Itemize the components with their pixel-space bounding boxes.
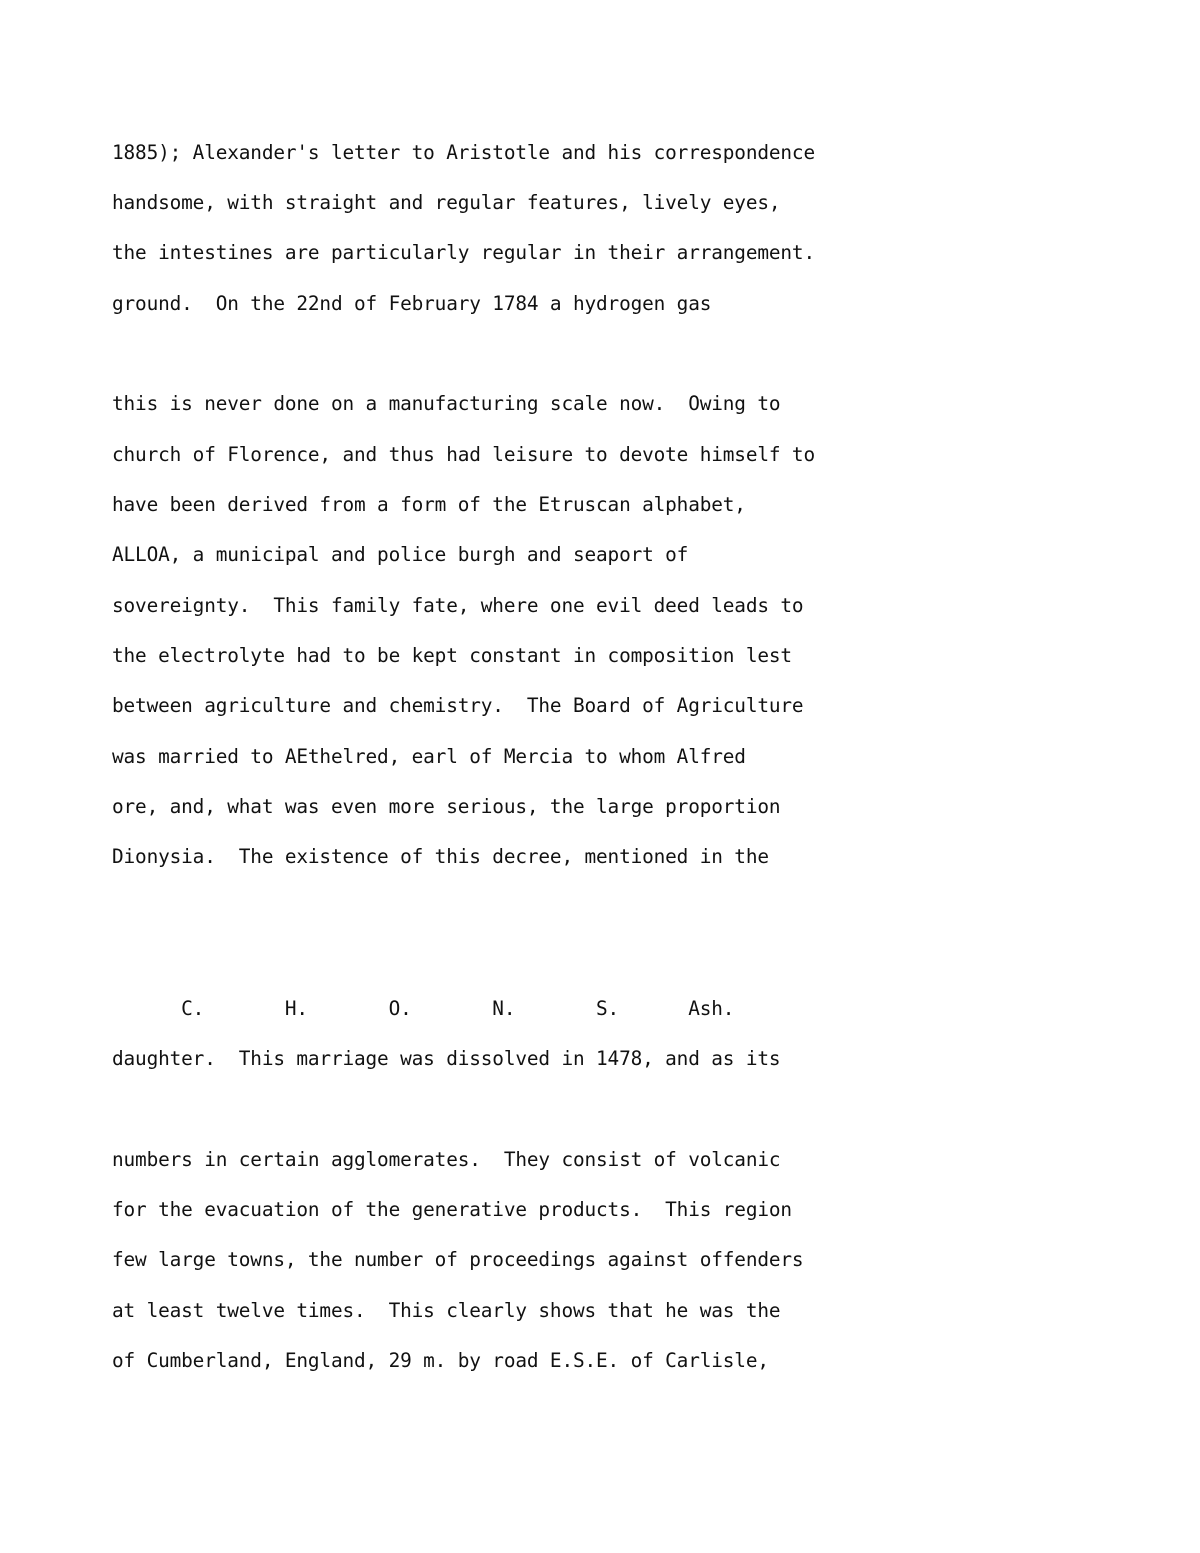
text-line: ore, and, what was even more serious, the large proportion [112, 795, 781, 818]
text-line: the electrolyte had to be kept constant in composition lest [112, 644, 792, 667]
text-line: at least twelve times. This clearly shows that he was the [112, 1299, 781, 1322]
text-line: few large towns, the number of proceedings against offenders [112, 1248, 804, 1271]
text-line: of Cumberland, England, 29 m. by road E.S.E. of Carlisle, [112, 1349, 769, 1372]
text-line: this is never done on a manufacturing scale now. Owing to [112, 392, 781, 415]
text-line: 1885); Alexander's letter to Aristotle and his correspondence [112, 141, 815, 164]
text-line: was married to AEthelred, earl of Mercia to whom Alfred [112, 745, 746, 768]
text-line: sovereignty. This family fate, where one evil deed leads to [112, 594, 804, 617]
text-line: ground. On the 22nd of February 1784 a hydrogen gas [112, 292, 712, 315]
text-line: church of Florence, and thus had leisure to devote himself to [112, 443, 815, 466]
text-line: the intestines are particularly regular in their arrangement. [112, 241, 815, 264]
text-line: Dionysia. The existence of this decree, mentioned in the [112, 845, 769, 868]
text-line: for the evacuation of the generative products. This region [112, 1198, 792, 1221]
text-line: daughter. This marriage was dissolved in 1478, and as its [112, 1047, 781, 1070]
text-line: numbers in certain agglomerates. They consist of volcanic [112, 1148, 781, 1171]
text-line: handsome, with straight and regular features, lively eyes, [112, 191, 781, 214]
text-line: between agriculture and chemistry. The Board of Agriculture [112, 694, 804, 717]
table-header-row: C. H. O. N. S. Ash. [112, 997, 735, 1020]
text-line: have been derived from a form of the Etruscan alphabet, [112, 493, 746, 516]
text-line: ALLOA, a municipal and police burgh and seaport of [112, 543, 689, 566]
